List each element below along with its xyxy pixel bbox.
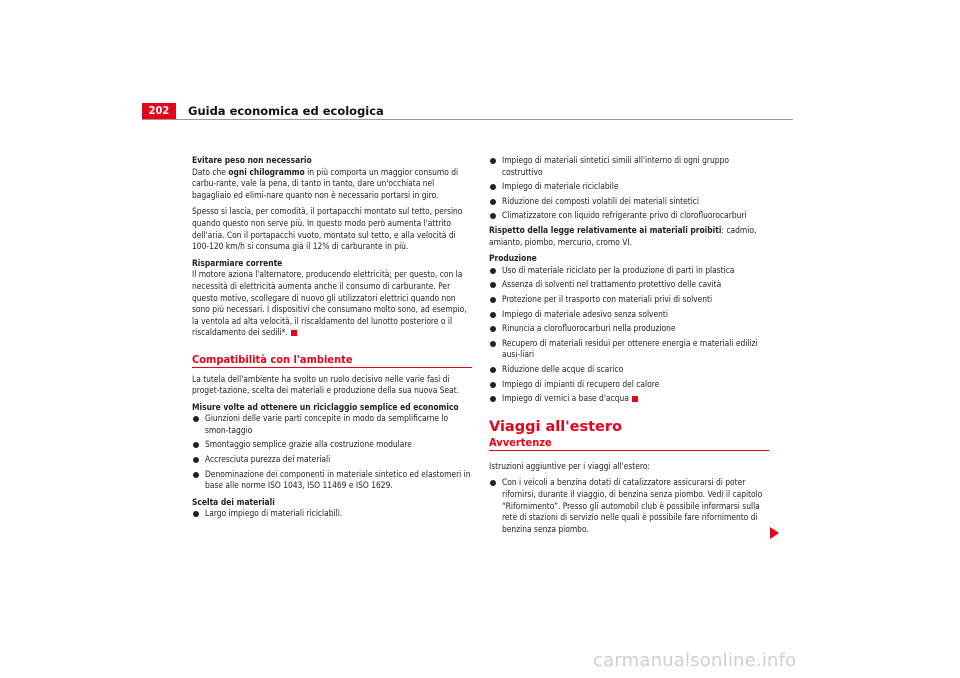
next-page-arrow-icon[interactable] xyxy=(770,527,779,539)
list-item: Protezione per il trasporto con materiali privi di solventi xyxy=(489,294,769,306)
list-materials xyxy=(489,155,769,222)
section-title-environment: Compatibilità con l'ambiente xyxy=(192,354,472,368)
paragraph-power: Il motore aziona l'alternatore, producendo elettricità; per questo, con la necessità di elettricità aumenta anche il consumo di carburante. Per questo motivo, scollegare di nuovo gli utilizzatori elettrici quando non sono più necessari. I dispositivi che consumano molto sono, ad esempio, la ventola ad alta velocità, il riscaldamento del lunotto posteriore o il riscaldamento dei sedili*. xyxy=(192,269,467,338)
list-item: Climatizzatore con liquido refrigerante privo di clorofluorocarburi xyxy=(489,210,769,222)
list-item: Impiego di impianti di recupero del calore xyxy=(489,379,769,391)
list-item: Giunzioni delle varie parti concepite in modo da semplificarne lo smon-taggio xyxy=(192,413,472,436)
heading-production: Produzione xyxy=(489,253,537,264)
list-item: Rinuncia a clorofluorocarburi nella produzione xyxy=(489,323,769,335)
header-divider xyxy=(142,119,793,120)
heading-recycling: Misure volte ad ottenere un riciclaggio semplice ed economico xyxy=(192,401,459,412)
chapter-title: Guida economica ed ecologica xyxy=(188,104,384,118)
paragraph-intro: Istruzioni aggiuntive per i viaggi all'estero: xyxy=(489,460,650,471)
list-item: Con i veicoli a benzina dotati di catalizzatore assicurarsi di poter rifornirsi, durante il viaggio, di benzina senza piombo. Vedi il capitolo “Rifornimento”. Presso gli automobil club è possibile informarsi sulla rete di stazioni di servizio nelle quali è possibile fare rifornimento di benzina senza piombo. xyxy=(489,477,769,535)
subsection-title-notes: Avvertenze xyxy=(489,437,769,451)
list-recycling xyxy=(192,413,472,492)
list-item: Riduzione delle acque di scarico xyxy=(489,364,769,376)
watermark: carmanualsonline.info xyxy=(593,650,797,671)
left-column xyxy=(192,155,472,523)
list-production xyxy=(489,265,769,405)
list-item: Smontaggio semplice grazie alla costruzione modulare xyxy=(192,439,472,451)
list-item: Accresciuta purezza dei materiali xyxy=(192,454,472,466)
page-number: 202 xyxy=(142,103,176,119)
paragraph-law: Rispetto della legge relativamente ai materiali proibiti: cadmio, amianto, piombo, mercurio, cromo VI. xyxy=(489,224,757,247)
list-item: Riduzione dei composti volatili dei materiali sintetici xyxy=(489,196,769,208)
section-title-travel: Viaggi all'estero xyxy=(489,418,623,435)
list-item: Uso di materiale riciclato per la produzione di parti in plastica xyxy=(489,265,769,277)
list-item: Impiego di materiali sintetici simili all'interno di ogni gruppo costruttivo xyxy=(489,155,769,178)
list-item: Recupero di materiali residui per ottenere energia e materiali edilizi ausi-liari xyxy=(489,338,769,361)
right-column xyxy=(489,155,769,538)
list-item: Denominazione dei componenti in materiale sintetico ed elastomeri in base alle norme ISO 1043, ISO 11469 e ISO 1629. xyxy=(192,469,472,492)
end-mark-icon xyxy=(632,396,638,402)
paragraph-roof-rack: Spesso si lascia, per comodità, il portapacchi montato sul tetto, persino quando questo non serve più. In questo modo però aumenta l'attrito dell'aria. Con il portapacchi vuoto, montato sul tetto, e alla velocità di 100-120 km/h si consuma già il 12% di carburante in più. xyxy=(192,206,463,252)
heading-power: Risparmiare corrente xyxy=(192,257,283,268)
heading-weight: Evitare peso non necessario xyxy=(192,155,312,165)
list-item: Impiego di materiale adesivo senza solventi xyxy=(489,309,769,321)
paragraph-environment: La tutela dell'ambiente ha svolto un ruolo decisivo nelle varie fasi di proget-tazione, scelta dei materiali e produzione della sua nuova Seat. xyxy=(192,373,460,396)
list-item: Assenza di solventi nel trattamento protettivo delle cavità xyxy=(489,279,769,291)
list-item: Impiego di materiale riciclabile xyxy=(489,181,769,193)
heading-materials: Scelta dei materiali xyxy=(192,496,275,507)
paragraph-weight: Dato che ogni chilogrammo in più comporta un maggior consumo di carbu-rante, vale la pena, di tanto in tanto, dare un'occhiata nel bagagliaio ed elimi-nare quanto non è necessario portarsi in giro. xyxy=(192,166,459,200)
list-item: Largo impiego di materiali riciclabili. xyxy=(192,508,472,520)
list-item: Impiego di vernici a base d'acqua xyxy=(489,393,769,405)
end-mark-icon xyxy=(291,330,297,336)
